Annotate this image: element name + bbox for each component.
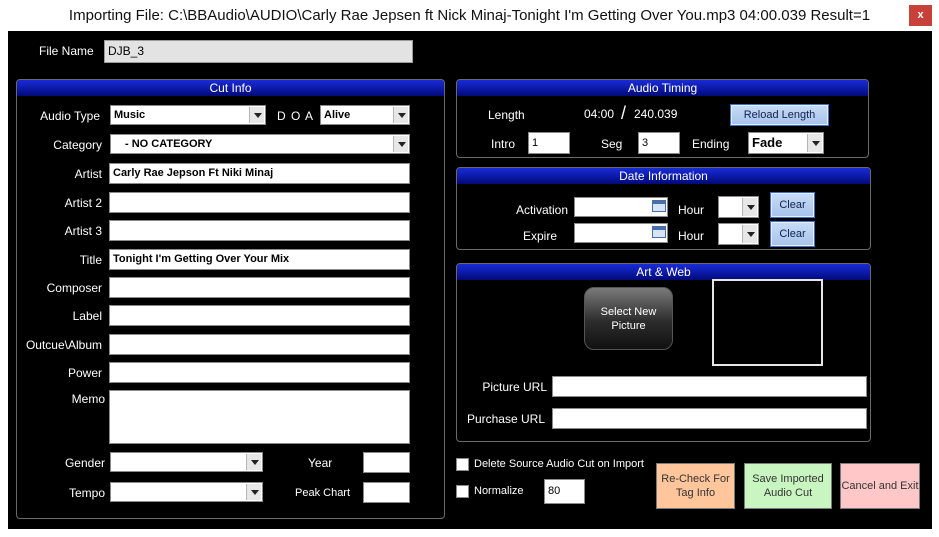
power-label: Power xyxy=(67,366,102,380)
category-select[interactable] xyxy=(110,134,410,154)
normalize-label: Normalize xyxy=(474,485,524,497)
artist2-label: Artist 2 xyxy=(64,196,102,210)
artist3-input[interactable] xyxy=(109,220,410,241)
memo-label: Memo xyxy=(71,392,105,406)
expire-hour-select[interactable] xyxy=(718,223,759,245)
chevron-down-icon[interactable] xyxy=(249,107,264,123)
peak-chart-input[interactable] xyxy=(363,482,410,503)
power-input[interactable] xyxy=(109,362,410,383)
file-name-input[interactable]: DJB_3 xyxy=(104,40,413,63)
tempo-label: Tempo xyxy=(68,486,105,500)
doa-value: Alive xyxy=(324,109,351,121)
save-imported-cut-button[interactable]: Save Imported Audio Cut xyxy=(744,463,832,509)
audio-type-value: Music xyxy=(114,109,146,121)
close-button[interactable]: x xyxy=(909,5,932,26)
composer-input[interactable] xyxy=(109,277,410,298)
label-label: Label xyxy=(72,309,102,323)
ending-select[interactable] xyxy=(748,132,824,154)
chevron-down-icon[interactable] xyxy=(742,198,757,216)
expire-label: Expire xyxy=(522,229,557,243)
normalize-checkbox[interactable] xyxy=(456,485,469,498)
select-new-picture-button[interactable]: Select New Picture xyxy=(584,287,673,350)
tempo-select[interactable] xyxy=(110,482,263,502)
doa-label: D O A xyxy=(277,109,315,123)
cut-info-header: Cut Info xyxy=(17,80,444,96)
delete-source-checkbox[interactable] xyxy=(456,458,469,471)
album-input[interactable] xyxy=(109,334,410,355)
recheck-tag-info-button[interactable]: Re-Check For Tag Info xyxy=(656,463,735,509)
purchase-url-input[interactable] xyxy=(552,408,867,429)
activation-label: Activation xyxy=(515,203,568,217)
delete-source-label: Delete Source Audio Cut on Import xyxy=(474,458,644,470)
title-input[interactable]: Tonight I'm Getting Over Your Mix xyxy=(109,249,410,270)
title-label: Title xyxy=(79,253,102,267)
length-label: Length xyxy=(488,108,525,122)
length-seconds: 240.039 xyxy=(634,107,678,121)
artist-input[interactable]: Carly Rae Jepson Ft Niki Minaj xyxy=(109,163,410,184)
artist-label: Artist xyxy=(74,167,102,181)
expire-clear-button[interactable]: Clear xyxy=(770,221,815,247)
ending-label: Ending xyxy=(692,137,730,151)
seg-input[interactable]: 3 xyxy=(638,132,680,154)
audio-type-label: Audio Type xyxy=(40,109,100,123)
seg-label: Seg xyxy=(601,137,623,151)
category-label: Category xyxy=(53,138,102,152)
gender-label: Gender xyxy=(64,456,105,470)
art-web-header: Art & Web xyxy=(457,264,870,280)
category-value: - NO CATEGORY xyxy=(125,138,213,150)
purchase-url-label: Purchase URL xyxy=(466,412,545,426)
dialog-body xyxy=(8,31,932,529)
artist3-label: Artist 3 xyxy=(64,224,102,238)
date-info-header: Date Information xyxy=(457,168,870,184)
chevron-down-icon[interactable] xyxy=(742,225,757,243)
picture-preview xyxy=(712,279,823,366)
expire-hour-label: Hour xyxy=(678,229,705,243)
length-time: 04:00 xyxy=(584,107,615,121)
album-label: Outcue\Album xyxy=(25,338,102,352)
artist2-input[interactable] xyxy=(109,192,410,213)
activation-clear-button[interactable]: Clear xyxy=(770,192,815,218)
audio-timing-header: Audio Timing xyxy=(457,80,868,96)
calendar-icon[interactable] xyxy=(652,200,666,212)
activation-hour-select[interactable] xyxy=(718,196,759,218)
audio-type-select[interactable] xyxy=(110,105,266,125)
picture-url-label: Picture URL xyxy=(482,380,547,394)
chevron-down-icon[interactable] xyxy=(393,107,408,123)
activation-hour-label: Hour xyxy=(678,203,705,217)
chevron-down-icon[interactable] xyxy=(807,134,822,152)
doa-select[interactable] xyxy=(320,105,410,125)
chevron-down-icon[interactable] xyxy=(246,484,261,500)
calendar-icon[interactable] xyxy=(652,226,666,238)
chevron-down-icon[interactable] xyxy=(393,136,408,152)
intro-input[interactable]: 1 xyxy=(528,132,570,154)
year-input[interactable] xyxy=(363,452,410,473)
ending-value: Fade xyxy=(752,135,783,150)
gender-select[interactable] xyxy=(110,452,263,472)
composer-label: Composer xyxy=(46,281,102,295)
intro-label: Intro xyxy=(491,137,516,151)
peak-chart-label: Peak Chart xyxy=(295,487,351,499)
window-title: Importing File: C:\BBAudio\AUDIO\Carly Rae Jepsen ft Nick Minaj-Tonight I'm Getting Over You.mp3 04:00.039 Result=1 xyxy=(68,7,871,24)
title-bar[interactable] xyxy=(0,0,939,31)
reload-length-button[interactable]: Reload Length xyxy=(730,104,829,126)
length-separator: / xyxy=(621,103,627,123)
memo-textarea[interactable] xyxy=(109,390,410,444)
year-label: Year xyxy=(308,456,333,470)
cancel-and-exit-button[interactable]: Cancel and Exit xyxy=(840,463,920,509)
chevron-down-icon[interactable] xyxy=(246,454,261,470)
normalize-level-input[interactable]: 80 xyxy=(544,479,585,504)
label-input[interactable] xyxy=(109,305,410,326)
file-name-label: File Name xyxy=(39,44,94,58)
picture-url-input[interactable] xyxy=(552,376,867,397)
